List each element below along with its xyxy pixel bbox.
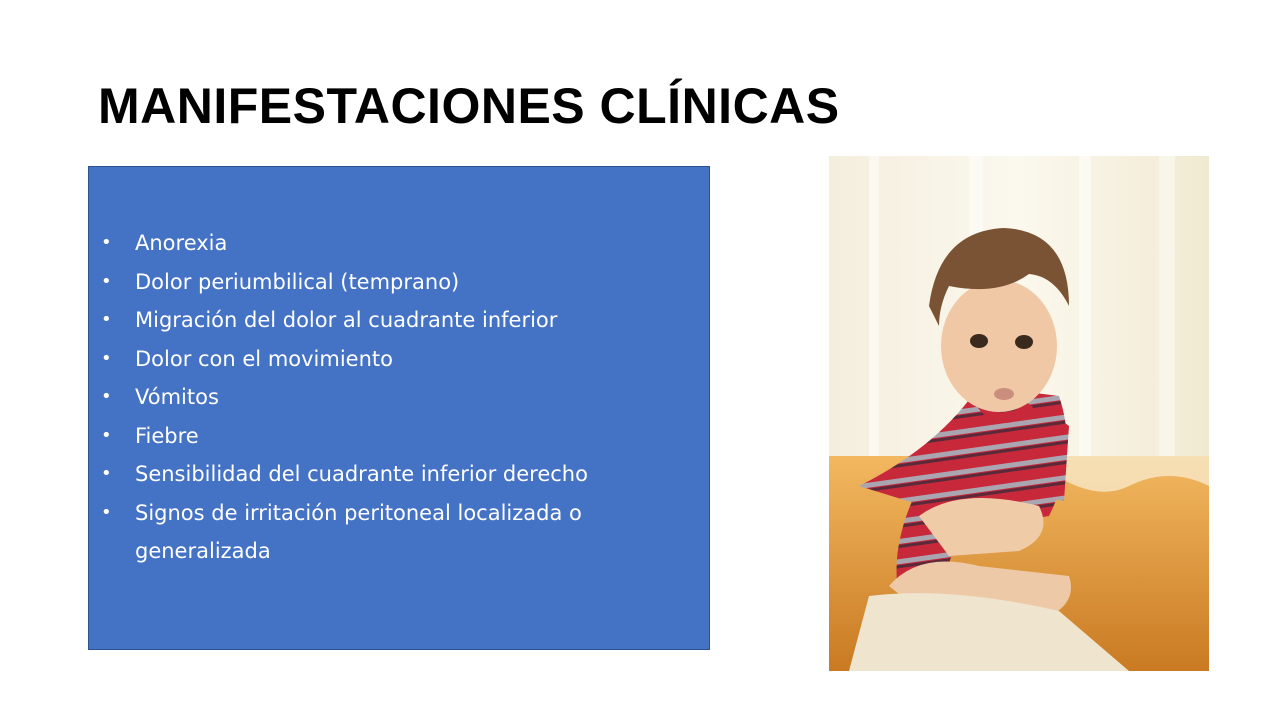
list-item [101,494,701,571]
bullet-icon: • [101,386,112,407]
list-item [101,455,701,494]
child-holding-stomach-illustration [829,156,1209,671]
bullet-text: Signos de irritación peritoneal localizada o generalizada [135,500,582,563]
list-item [101,224,701,263]
bullet-icon: • [101,232,112,253]
bullet-text: Migración del dolor al cuadrante inferior [135,308,558,332]
bullet-icon: • [101,347,112,369]
bullet-icon: • [101,501,112,523]
bullet-text: Anorexia [135,231,228,255]
slide-title: MANIFESTACIONES CLÍNICAS [98,78,840,134]
list-item [101,301,701,340]
bullet-icon: • [101,424,112,446]
list-item [101,263,701,302]
list-item [101,378,701,417]
bullet-text: Vómitos [135,385,219,409]
bullet-text: Fiebre [135,423,199,448]
bullet-text: Sensibilidad del cuadrante inferior derecho [135,462,588,486]
symptoms-box [88,166,710,650]
bullet-icon: • [101,309,112,330]
bullet-icon: • [101,270,112,292]
list-item [101,340,701,379]
child-photo [829,156,1209,671]
bullet-text: Dolor periumbilical (temprano) [135,269,460,294]
list-item [101,417,701,456]
symptoms-list [101,224,701,571]
bullet-text: Dolor con el movimiento [135,346,393,371]
bullet-icon: • [101,463,112,484]
